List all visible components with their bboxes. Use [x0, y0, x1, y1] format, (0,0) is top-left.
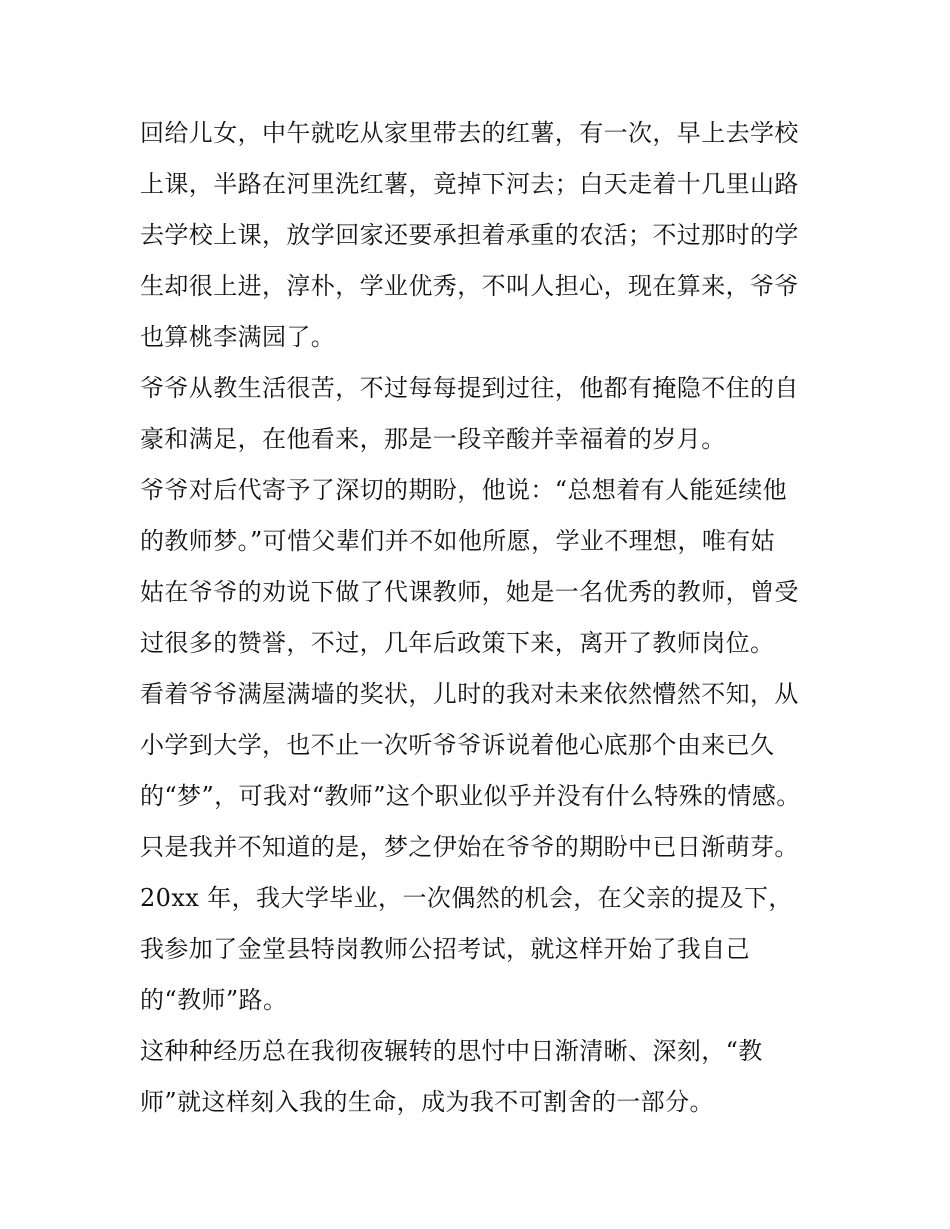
text-line: 也算桃李满园了。: [140, 323, 336, 351]
text-line: 豪和满足，在他看来，那是一段辛酸并幸福着的岁月。: [140, 425, 726, 453]
text-line: 回给儿女，中午就吃从家里带去的红薯，有一次，早上去学校: [140, 119, 799, 147]
text-line: 爷爷从教生活很苦，不过每每提到过往，他都有掩隐不住的自: [140, 374, 799, 402]
document-body: [140, 108, 820, 1128]
text-line: 去学校上课，放学回家还要承担着承重的农活；不过那时的学: [140, 221, 799, 249]
text-line: 师”就这样刻入我的生命，成为我不可割舍的一部分。: [140, 1088, 714, 1116]
text-line: 姑在爷爷的劝说下做了代课教师，她是一名优秀的教师，曾受: [140, 578, 799, 606]
text-line: 看着爷爷满屋满墙的奖状，儿时的我对未来依然懵然不知，从: [140, 680, 799, 708]
text-line: 生却很上进，淳朴，学业优秀，不叫人担心，现在算来，爷爷: [140, 272, 799, 300]
text-line: 上课，半路在河里洗红薯，竟掉下河去；白天走着十几里山路: [140, 170, 799, 198]
text-line: 我参加了金堂县特岗教师公招考试，就这样开始了我自己: [140, 935, 750, 963]
text-line: 爷爷对后代寄予了深切的期盼，他说：“总想着有人能延续他: [140, 476, 788, 504]
text-line: 过很多的赞誉，不过，几年后政策下来，离开了教师岗位。: [140, 629, 775, 657]
text-line: 20xx 年，我大学毕业，一次偶然的机会，在父亲的提及下，: [140, 884, 793, 912]
text-line: 的“教师”路。: [140, 986, 288, 1014]
text-line: 这种种经历总在我彻夜辗转的思忖中日渐清晰、深刻，“教: [140, 1037, 763, 1065]
text-line: 的“梦”，可我对“教师”这个职业似乎并没有什么特殊的情感。: [140, 782, 801, 810]
text-line: 的教师梦。”可惜父辈们并不如他所愿，学业不理想，唯有姑: [140, 527, 776, 555]
text-line: 小学到大学，也不止一次听爷爷诉说着他心底那个由来已久: [140, 731, 775, 759]
text-line: 只是我并不知道的是，梦之伊始在爷爷的期盼中已日渐萌芽。: [140, 833, 799, 861]
